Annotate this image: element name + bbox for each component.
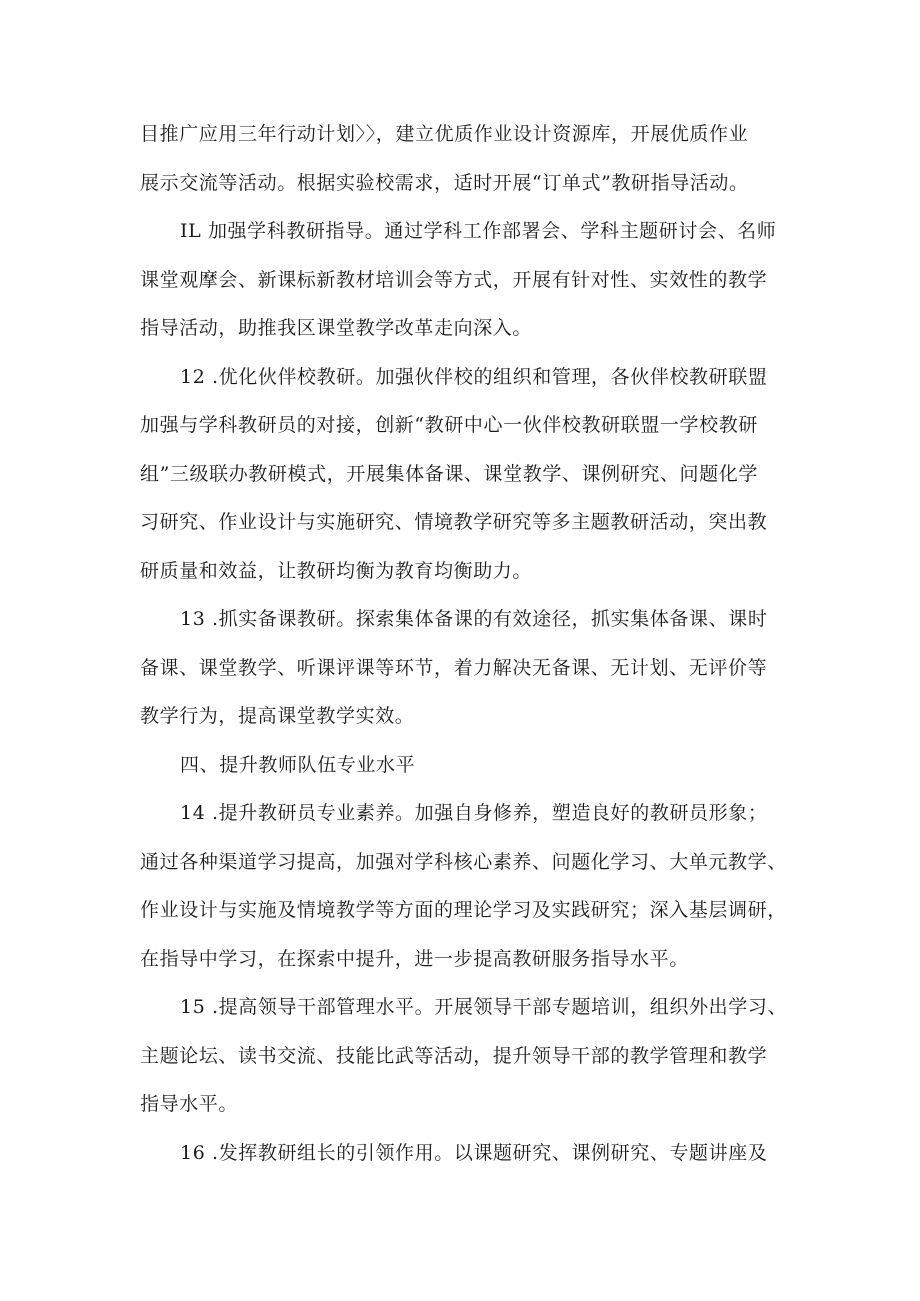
text-line: 指导水平。 bbox=[140, 1093, 239, 1115]
text-line: 15 .提高领导干部管理水平。开展领导干部专题培训，组织外出学习、 bbox=[180, 996, 788, 1018]
text-line: 在指导中学习，在探索中提升，进一步提高教研服务指导水平。 bbox=[140, 947, 689, 970]
paragraph-item-12 bbox=[140, 355, 790, 598]
text-line: 备课、课堂教学、听课评课等环节，着力解决无备课、无计划、无评价等 bbox=[140, 656, 768, 679]
text-line: 14 .提升教研员专业素养。加强自身修养，塑造良好的教研员形象； bbox=[180, 802, 768, 824]
section-heading-text: 四、提升教师队伍专业水平 bbox=[180, 753, 416, 776]
text-line: IL 加强学科教研指导。通过学科工作部署会、学科主题研讨会、名师 bbox=[180, 220, 777, 242]
text-line: 课堂观摩会、新课标新教材培训会等方式，开展有针对性、实效性的教学 bbox=[140, 268, 768, 291]
text-line: 教学行为，提高课堂教学实效。 bbox=[140, 705, 415, 727]
paragraph-item-13 bbox=[140, 597, 790, 743]
text-line: 研质量和效益，让教研均衡为教育均衡助力。 bbox=[140, 559, 533, 582]
paragraph-item-14 bbox=[140, 791, 790, 985]
text-line: 展示交流等活动。根据实验校需求，适时开展“订单式”教研指导活动。 bbox=[140, 171, 749, 194]
paragraph-item-16 bbox=[140, 1131, 790, 1180]
text-line: 目推广应用三年行动计划〉〉，建立优质作业设计资源库，开展优质作业 bbox=[140, 123, 749, 145]
text-line: 12 .优化伙伴校教研。加强伙伴校的组织和管理，各伙伴校教研联盟 bbox=[180, 365, 768, 388]
text-line: 16 .发挥教研组长的引领作用。以课题研究、课例研究、专题讲座及 bbox=[180, 1141, 768, 1164]
text-line: 指导活动，助推我区课堂教学改革走向深入。 bbox=[140, 317, 533, 339]
paragraph-item-11 bbox=[140, 209, 790, 355]
text-line: 13 .抓实备课教研。探索集体备课的有效途径，抓实集体备课、课时 bbox=[180, 608, 768, 630]
text-line: 主题论坛、读书交流、技能比武等活动，提升领导干部的教学管理和教学 bbox=[140, 1044, 768, 1067]
text-line: 习研究、作业设计与实施研究、情境教学研究等多主题教研活动，突出教 bbox=[140, 511, 768, 533]
document-body bbox=[140, 112, 790, 1179]
paragraph-item-15 bbox=[140, 985, 790, 1131]
text-line: 组”三级联办教研模式，开展集体备课、课堂教学、课例研究、问题化学 bbox=[140, 462, 758, 485]
text-line: 加强与学科教研员的对接，创新“教研中心一伙伴校教研联盟一学校教研 bbox=[140, 414, 758, 436]
paragraph-continuation bbox=[140, 112, 790, 209]
section-heading bbox=[140, 743, 790, 792]
text-line: 作业设计与实施及情境教学等方面的理论学习及实践研究；深入基层调研， bbox=[140, 899, 787, 921]
text-line: 通过各种渠道学习提高，加强对学科核心素养、问题化学习、大单元教学、 bbox=[140, 850, 787, 873]
